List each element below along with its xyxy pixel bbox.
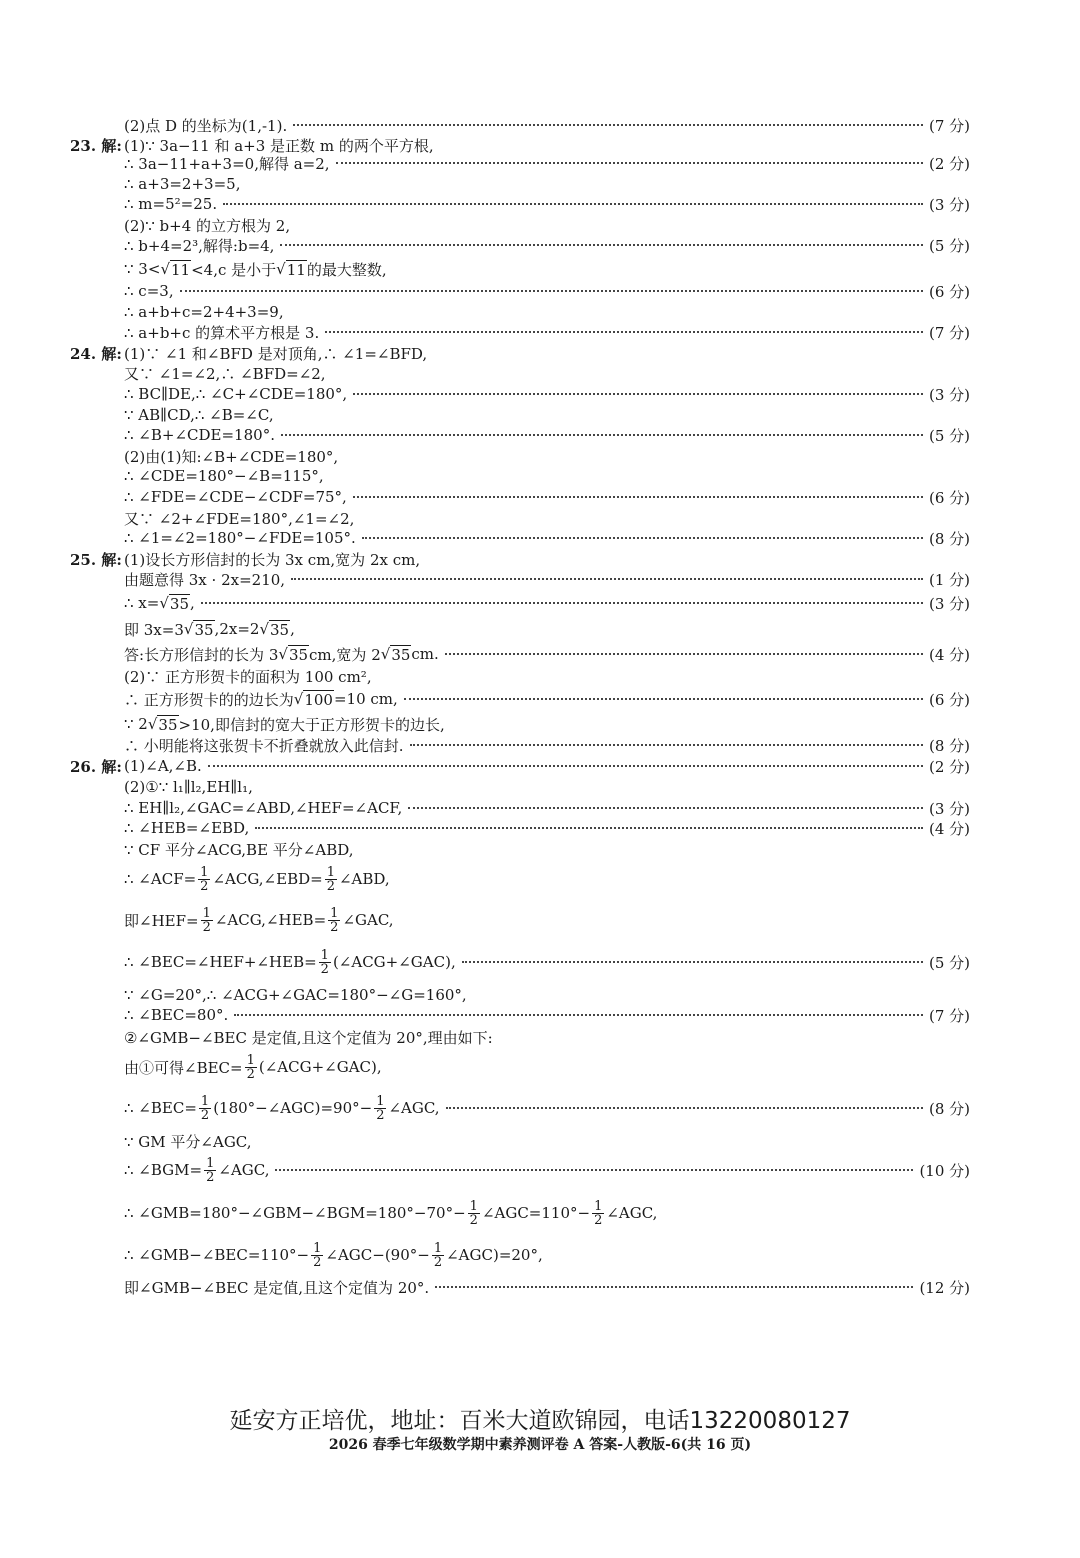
score: (6 分)	[928, 488, 970, 507]
line: (2)点 D 的坐标为(1,-1). (7 分)	[124, 116, 970, 135]
line: 即∠GMB−∠BEC 是定值,且这个定值为 20°. (12 分)	[124, 1278, 970, 1297]
sqrt-expression: √ 11	[160, 260, 191, 279]
line: ②∠GMB−∠BEC 是定值,且这个定值为 20°,理由如下:	[124, 1028, 493, 1047]
line: ∴ a+b+c 的算术平方根是 3. (7 分)	[124, 323, 970, 342]
line: ∴ ∠CDE=180°−∠B=115°,	[124, 467, 324, 485]
question-number: 25. 解:	[70, 550, 122, 569]
line: 23. 解: (1)∵ 3a−11 和 a+3 是正数 m 的两个平方根,	[70, 136, 434, 155]
line: ∵ ∠G=20°,∴ ∠ACG+∠GAC=180°−∠G=160°,	[124, 986, 467, 1004]
fraction: $\frac{1}{2}$	[376, 1093, 385, 1123]
fraction: $\frac{1}{2}$	[469, 1198, 478, 1228]
question-number: 23. 解:	[70, 136, 122, 155]
score: (6 分)	[928, 282, 970, 301]
sqrt-expression: √ 11	[276, 260, 306, 279]
sqrt-expression: √ 35	[278, 645, 309, 664]
score: (2 分)	[928, 757, 970, 776]
score: (6 分)	[928, 690, 970, 709]
line: 又∵ ∠2+∠FDE=180°,∠1=∠2,	[124, 509, 355, 528]
line: ∴ ∠BEC= $\frac{1}{2}$ (180°−∠AGC)=90°− $\frac{1}{2}$ ∠AGC, (8 分)	[124, 1093, 970, 1123]
line: ∴ b+4=2³,解得:b=4, (5 分)	[124, 236, 970, 255]
score: (3 分)	[928, 385, 970, 404]
line: ∵ GM 平分∠AGC,	[124, 1132, 252, 1151]
question-number: 24. 解:	[70, 344, 122, 363]
line: ∵ AB∥CD,∴ ∠B=∠C,	[124, 406, 274, 424]
fraction: $\frac{1}{2}$	[330, 905, 339, 935]
score: (5 分)	[928, 236, 970, 255]
sqrt-expression: √ 35	[147, 715, 178, 734]
score: (2 分)	[928, 154, 970, 173]
score: (5 分)	[928, 426, 970, 445]
line: ∴ ∠HEB=∠EBD, (4 分)	[124, 819, 970, 838]
score: (3 分)	[928, 195, 970, 214]
fraction: $\frac{1}{2}$	[200, 864, 209, 894]
line: ∴ ∠BEC=80°. (7 分)	[124, 1006, 970, 1025]
line: 又∵ ∠1=∠2,∴ ∠BFD=∠2,	[124, 364, 326, 383]
question-number: 26. 解:	[70, 757, 122, 776]
line: ∴ ∠B+∠CDE=180°. (5 分)	[124, 426, 970, 445]
line: ∴ EH∥l₂,∠GAC=∠ABD,∠HEF=∠ACF, (3 分)	[124, 799, 970, 818]
line: 由①可得∠BEC= $\frac{1}{2}$ (∠ACG+∠GAC),	[124, 1052, 382, 1082]
line: (2)∵ b+4 的立方根为 2,	[124, 216, 291, 235]
line: 24. 解: (1)∵ ∠1 和∠BFD 是对顶角,∴ ∠1=∠BFD,	[70, 344, 428, 363]
line: ∴ c=3, (6 分)	[124, 282, 970, 301]
score: (8 分)	[928, 736, 970, 755]
score: (8 分)	[928, 529, 970, 548]
line: ∴ ∠1=∠2=180°−∠FDE=105°. (8 分)	[124, 529, 970, 548]
line: ∴ ∠ACF= $\frac{1}{2}$ ∠ACG,∠EBD= $\frac{1}{2}$ ∠ABD,	[124, 864, 390, 894]
fraction: $\frac{1}{2}$	[320, 947, 329, 977]
page-footer: 2026 春季七年级数学期中素养测评卷 A 答案-人教版-6(共 16 页)	[328, 1437, 752, 1453]
sqrt-expression: √ 100	[293, 690, 333, 709]
line: ∴ a+3=2+3=5,	[124, 175, 241, 193]
line: ∴ BC∥DE,∴ ∠C+∠CDE=180°, (3 分)	[124, 385, 970, 404]
line: ∴ 小明能将这张贺卡不折叠就放入此信封. (8 分)	[124, 736, 970, 755]
fraction: $\frac{1}{2}$	[206, 1155, 215, 1185]
fraction: $\frac{1}{2}$	[594, 1198, 603, 1228]
sqrt-expression: √ 35	[380, 645, 411, 664]
line: 答:长方形信封的长为 3 √ 35 cm,宽为 2 √ 35 cm. (4 分)	[124, 645, 970, 664]
fraction: $\frac{1}{2}$	[202, 905, 211, 935]
contact-banner: 延安方正培优，地址：百米大道欧锦园，电话13220080127	[229, 1408, 851, 1434]
line: (2)①∵ l₁∥l₂,EH∥l₁,	[124, 778, 253, 796]
line: 由题意得 3x · 2x=210, (1 分)	[124, 570, 970, 589]
fraction: $\frac{1}{2}$	[313, 1240, 322, 1270]
line: ∴ m=5²=25. (3 分)	[124, 195, 970, 214]
score: (4 分)	[928, 819, 970, 838]
score: (3 分)	[928, 594, 970, 613]
sqrt-expression: √ 35	[183, 620, 214, 639]
score: (7 分)	[928, 1006, 970, 1025]
score: (12 分)	[919, 1278, 970, 1297]
line: 即 3x=3 √ 35 ,2x=2 √ 35 ,	[124, 620, 295, 639]
line: ∴ ∠GMB=180°−∠GBM−∠BGM=180°−70°− $\frac{1}{2}$ ∠AGC=110°− $\frac{1}{2}$ ∠AGC,	[124, 1198, 658, 1228]
line: ∴ ∠BEC=∠HEF+∠HEB= $\frac{1}{2}$ (∠ACG+∠GAC), (5 分)	[124, 947, 970, 977]
score: (5 分)	[928, 953, 970, 972]
score: (7 分)	[928, 116, 970, 135]
line: ∴ 正方形贺卡的的边长为 √ 100 =10 cm, (6 分)	[124, 690, 970, 709]
sqrt-expression: √ 35	[159, 594, 189, 613]
score: (8 分)	[928, 1099, 970, 1118]
line: ∴ 3a−11+a+3=0,解得 a=2, (2 分)	[124, 154, 970, 173]
line: ∵ 3< √ 11 <4,c 是小于 √ 11 的最大整数,	[124, 260, 387, 279]
line: 26. 解: (1)∠A,∠B. (2 分)	[70, 757, 970, 776]
fraction: $\frac{1}{2}$	[246, 1052, 255, 1082]
line: (2)由(1)知:∠B+∠CDE=180°,	[124, 447, 339, 466]
fraction: $\frac{1}{2}$	[433, 1240, 443, 1270]
score: (10 分)	[919, 1161, 970, 1180]
line: ∴ x= √ 35 , (3 分)	[124, 594, 970, 613]
score: (7 分)	[928, 323, 970, 342]
fraction: $\frac{1}{2}$	[326, 864, 335, 894]
line: 25. 解: (1)设长方形信封的长为 3x cm,宽为 2x cm,	[70, 550, 421, 569]
line: ∵ CF 平分∠ACG,BE 平分∠ABD,	[124, 840, 354, 859]
line: ∴ ∠BGM= $\frac{1}{2}$ ∠AGC, (10 分)	[124, 1155, 970, 1185]
line: ∴ ∠FDE=∠CDE−∠CDF=75°, (6 分)	[124, 488, 970, 507]
score: (3 分)	[928, 799, 970, 818]
line: ∵ 2 √ 35 >10,即信封的宽大于正方形贺卡的边长,	[124, 715, 445, 734]
line: ∴ ∠GMB−∠BEC=110°− $\frac{1}{2}$ ∠AGC−(90°− $\frac{1}{2}$ ∠AGC)=20°,	[124, 1240, 543, 1270]
line: 即∠HEF= $\frac{1}{2}$ ∠ACG,∠HEB= $\frac{1}{2}$ ∠GAC,	[124, 905, 394, 935]
line: ∴ a+b+c=2+4+3=9,	[124, 303, 284, 321]
sqrt-expression: √ 35	[259, 620, 290, 639]
fraction: $\frac{1}{2}$	[200, 1093, 210, 1123]
score: (1 分)	[928, 570, 970, 589]
score: (4 分)	[928, 645, 970, 664]
line: (2)∵ 正方形贺卡的面积为 100 cm²,	[124, 667, 372, 686]
